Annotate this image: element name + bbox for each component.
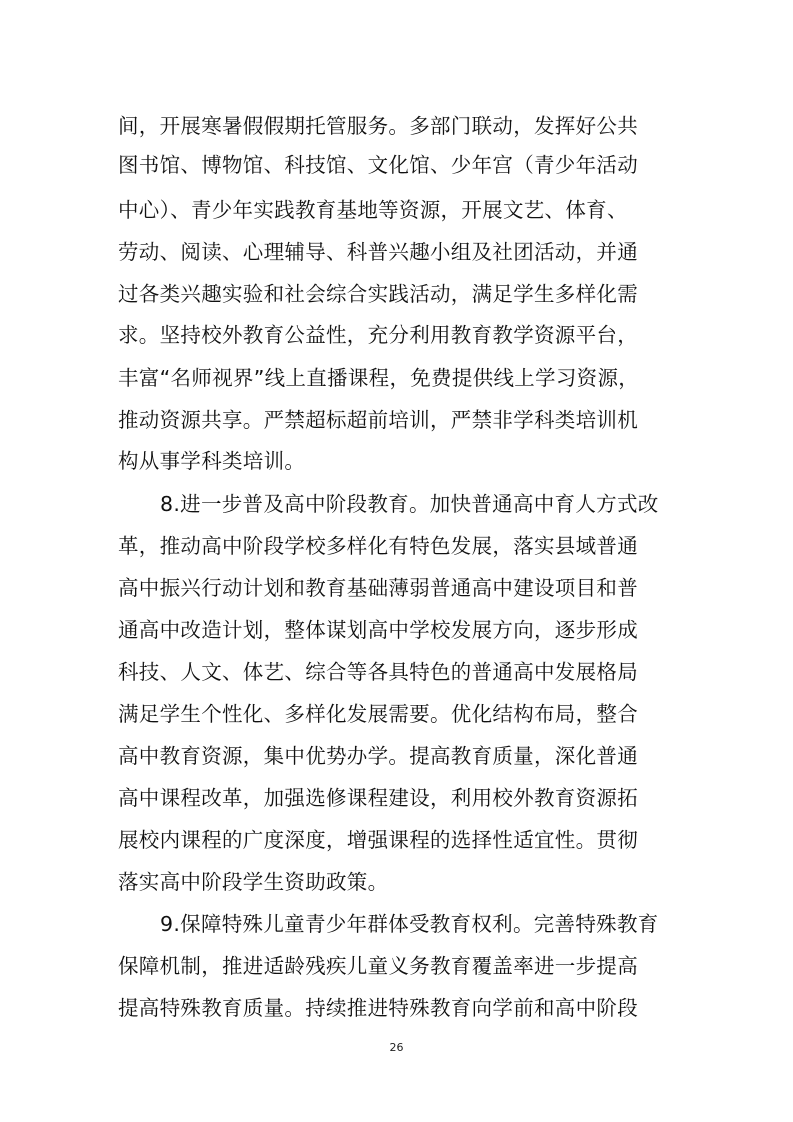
text-line: 提高特殊教育质量。持续推进特殊教育向学前和高中阶段 bbox=[118, 996, 638, 1020]
text-line: 高中教育资源，集中优势办学。提高教育质量，深化普通 bbox=[118, 744, 638, 768]
text-line: 革，推动高中阶段学校多样化有特色发展，落实县域普通 bbox=[118, 534, 638, 558]
text-line: 科技、人文、体艺、综合等各具特色的普通高中发展格局 bbox=[118, 660, 638, 684]
text-line: 保障机制，推进适龄残疾儿童义务教育覆盖率进一步提高 bbox=[118, 954, 638, 978]
text-line: 高中振兴行动计划和教育基础薄弱普通高中建设项目和普 bbox=[118, 576, 638, 600]
page-number: 26 bbox=[389, 1041, 404, 1054]
text-line: 图书馆、博物馆、科技馆、文化馆、少年宫（青少年活动 bbox=[118, 153, 638, 177]
text-line: 间，开展寒暑假假期托管服务。多部门联动，发挥好公共 bbox=[118, 114, 638, 138]
text-line: 劳动、阅读、心理辅导、科普兴趣小组及社团活动，并通 bbox=[118, 240, 638, 264]
text-line: 推动资源共享。严禁超标超前培训，严禁非学科类培训机 bbox=[118, 408, 638, 432]
text-line: 高中课程改革，加强选修课程建设，利用校外教育资源拓 bbox=[118, 786, 638, 810]
text-line: 通高中改造计划，整体谋划高中学校发展方向，逐步形成 bbox=[118, 618, 638, 642]
text-line: 求。坚持校外教育公益性，充分利用教育教学资源平台， bbox=[118, 323, 638, 347]
text-line: 展校内课程的广度深度，增强课程的选择性适宜性。贯彻 bbox=[118, 828, 638, 852]
text-line: 构从事学科类培训。 bbox=[118, 449, 306, 473]
text-line: 满足学生个性化、多样化发展需要。优化结构布局，整合 bbox=[118, 702, 638, 726]
section-9-heading-line: 9.保障特殊儿童青少年群体受教育权利。完善特殊教育 bbox=[160, 912, 659, 936]
section-8-heading-line: 8.进一步普及高中阶段教育。加快普通高中育人方式改 bbox=[160, 492, 659, 516]
text-line: 过各类兴趣实验和社会综合实践活动，满足学生多样化需 bbox=[118, 282, 638, 306]
text-line: 中心）、青少年实践教育基地等资源，开展文艺、体育、 bbox=[118, 198, 628, 222]
text-line: 丰富“名师视界”线上直播课程，免费提供线上学习资源， bbox=[118, 366, 640, 390]
text-line: 落实高中阶段学生资助政策。 bbox=[118, 870, 389, 894]
